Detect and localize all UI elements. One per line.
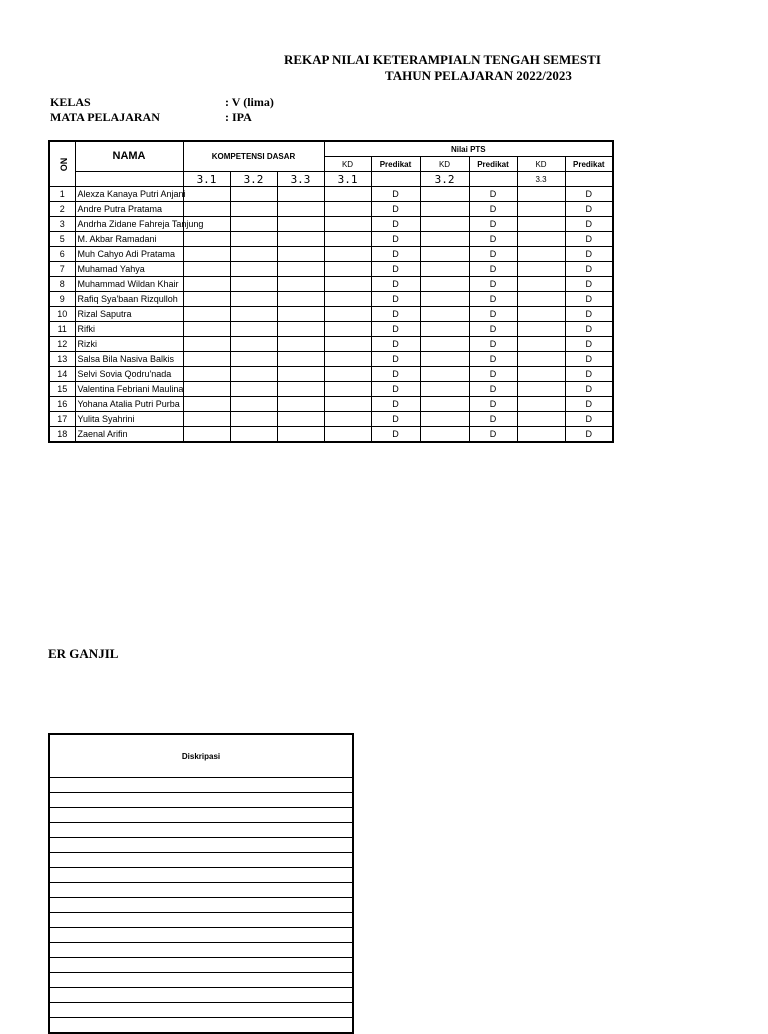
kd-3-1-cell: [183, 367, 230, 382]
pts-kd-cell: [324, 322, 371, 337]
kd-3-3-cell: [277, 307, 324, 322]
kd-3-1-cell: [183, 337, 230, 352]
kd-3-2-cell: [230, 382, 277, 397]
table-row: [49, 352, 613, 367]
pts-kd-cell: [324, 217, 371, 232]
kd-3-3-cell: [277, 337, 324, 352]
kd-3-3-cell: [277, 202, 324, 217]
kd-3-1-cell: [183, 277, 230, 292]
pts-kd-cell: [517, 202, 565, 217]
row-no: 10: [49, 307, 75, 322]
row-no: 6: [49, 247, 75, 262]
table-row: [49, 427, 613, 443]
table-row: [49, 397, 613, 412]
pts-kd-cell: [517, 367, 565, 382]
deskripsi-row: [49, 778, 353, 793]
pts-kd-cell: [324, 427, 371, 443]
predikat-cell: D: [565, 322, 613, 337]
row-no: 7: [49, 262, 75, 277]
pts-kd-cell: [517, 382, 565, 397]
kd-3-3-cell: [277, 277, 324, 292]
pts-kd-cell: [420, 292, 469, 307]
kd-3-2-cell: [230, 352, 277, 367]
deskripsi-row: [49, 943, 353, 958]
deskripsi-row: [49, 808, 353, 823]
school-year-title: TAHUN PELAJARAN 2022/2023: [385, 68, 572, 83]
pts-kd-cell: [420, 337, 469, 352]
predikat-cell: D: [565, 202, 613, 217]
predikat-cell: D: [469, 322, 517, 337]
kd-3-3-cell: [277, 412, 324, 427]
kd-3-2-cell: [230, 277, 277, 292]
pts-kd-cell: [324, 262, 371, 277]
kd-3-2-cell: [230, 337, 277, 352]
kd-3-3-cell: [277, 367, 324, 382]
student-name: Yulita Syahrini: [75, 412, 183, 427]
kd-3-1-cell: [183, 262, 230, 277]
kd-3-3-cell: [277, 232, 324, 247]
pts-kd-cell: [420, 397, 469, 412]
student-name: Selvi Sovia Qodru'nada: [75, 367, 183, 382]
col-no-header: NO: [49, 141, 75, 187]
kd-3-1-cell: [183, 187, 230, 202]
pts-kd-cell: [517, 427, 565, 443]
pts-kd-cell: [324, 412, 371, 427]
pts-kd-cell: [420, 262, 469, 277]
table-row: [49, 382, 613, 397]
kd-3-1-cell: [183, 397, 230, 412]
pts-kd-cell: [517, 277, 565, 292]
predikat-header: Predikat: [565, 157, 613, 172]
predikat-cell: D: [565, 262, 613, 277]
kd-3-3-cell: [277, 397, 324, 412]
predikat-cell: D: [565, 247, 613, 262]
student-name: Salsa Bila Nasiva Balkis: [75, 352, 183, 367]
predikat-header: Predikat: [371, 157, 420, 172]
kelas-value: : V (lima): [225, 95, 274, 109]
table-row: [49, 202, 613, 217]
kd-3-1-cell: [183, 412, 230, 427]
predikat-cell: D: [371, 427, 420, 443]
deskripsi-row: [49, 793, 353, 808]
student-name: Rizki: [75, 337, 183, 352]
predikat-cell: D: [469, 337, 517, 352]
student-name: Yohana Atalia Putri Purba: [75, 397, 183, 412]
deskripsi-row: [49, 958, 353, 973]
table-row: [49, 322, 613, 337]
deskripsi-row: [49, 988, 353, 1003]
mapel-value: : IPA: [225, 110, 252, 124]
predikat-cell: D: [469, 187, 517, 202]
pts-kd-cell: [517, 412, 565, 427]
pts-kd-3-1: 3.1: [324, 172, 371, 187]
predikat-cell: D: [469, 352, 517, 367]
kelas-label: KELAS: [50, 95, 91, 109]
predikat-cell: D: [469, 397, 517, 412]
predikat-cell: D: [469, 247, 517, 262]
pts-kd-cell: [420, 427, 469, 443]
predikat-cell: D: [565, 217, 613, 232]
predikat-cell: D: [565, 382, 613, 397]
col-nilai-pts-header: Nilai PTS: [324, 141, 613, 157]
kd-3-1-cell: [183, 202, 230, 217]
kd-3-2-cell: [230, 217, 277, 232]
predikat-cell: D: [469, 367, 517, 382]
deskripsi-row: [49, 928, 353, 943]
pts-kd-cell: [420, 247, 469, 262]
predikat-cell: D: [371, 262, 420, 277]
pts-predikat-blank: [469, 172, 517, 187]
deskripsi-row: [49, 1003, 353, 1018]
table-row: [49, 292, 613, 307]
pts-kd-cell: [420, 232, 469, 247]
pts-kd-cell: [517, 247, 565, 262]
row-no: 9: [49, 292, 75, 307]
nama-subheader: [75, 172, 183, 187]
kd-3-2-cell: [230, 427, 277, 443]
pts-kd-cell: [420, 352, 469, 367]
pts-kd-cell: [324, 337, 371, 352]
deskripsi-row: [49, 973, 353, 988]
pts-kd-3-3: 3.3: [517, 172, 565, 187]
kd-3-1-cell: [183, 382, 230, 397]
predikat-cell: D: [371, 382, 420, 397]
table-row: [49, 217, 613, 232]
student-name: Andrha Zidane Fahreja Tanjung: [75, 217, 183, 232]
grades-body: [49, 187, 613, 443]
pts-kd-cell: [420, 187, 469, 202]
pts-predikat-blank: [371, 172, 420, 187]
pts-kd-cell: [420, 367, 469, 382]
pts-kd-cell: [324, 202, 371, 217]
predikat-cell: D: [565, 277, 613, 292]
kd-3-2-cell: [230, 292, 277, 307]
predikat-cell: D: [371, 232, 420, 247]
pts-kd-cell: [324, 247, 371, 262]
pts-kd-cell: [324, 382, 371, 397]
pts-kd-cell: [517, 262, 565, 277]
deskripsi-row: [49, 838, 353, 853]
kd-3-1-cell: [183, 292, 230, 307]
row-no: 11: [49, 322, 75, 337]
row-no: 2: [49, 202, 75, 217]
kd-3-2-cell: [230, 397, 277, 412]
pts-kd-cell: [517, 337, 565, 352]
kd-3-2-cell: [230, 307, 277, 322]
table-row: [49, 337, 613, 352]
row-no: 5: [49, 232, 75, 247]
kd-3-2-cell: [230, 202, 277, 217]
kd-3-2-cell: [230, 322, 277, 337]
predikat-cell: D: [469, 382, 517, 397]
deskripsi-row: [49, 823, 353, 838]
row-no: 17: [49, 412, 75, 427]
student-name: Valentina Febriani Maulina: [75, 382, 183, 397]
table-row: [49, 412, 613, 427]
predikat-cell: D: [371, 412, 420, 427]
predikat-cell: D: [371, 322, 420, 337]
table-row: [49, 247, 613, 262]
pts-kd-cell: [420, 307, 469, 322]
table-row: [49, 367, 613, 382]
pts-kd-cell: [420, 277, 469, 292]
deskripsi-row: [49, 898, 353, 913]
predikat-cell: D: [469, 412, 517, 427]
kd-3-1-cell: [183, 322, 230, 337]
row-no: 15: [49, 382, 75, 397]
kd-3-3: 3.3: [277, 172, 324, 187]
kd-3-3-cell: [277, 187, 324, 202]
table-row: [49, 277, 613, 292]
kd-3-3-cell: [277, 262, 324, 277]
deskripsi-header: Diskripasi: [49, 734, 353, 778]
deskripsi-row: [49, 1018, 353, 1034]
pts-kd-cell: [420, 202, 469, 217]
row-no: 18: [49, 427, 75, 443]
kd-3-2: 3.2: [230, 172, 277, 187]
pts-kd-cell: [517, 232, 565, 247]
kd-3-3-cell: [277, 217, 324, 232]
student-name: Rifki: [75, 322, 183, 337]
predikat-cell: D: [371, 202, 420, 217]
predikat-cell: D: [565, 337, 613, 352]
deskripsi-table: [48, 733, 354, 1034]
student-name: Muh Cahyo Adi Pratama: [75, 247, 183, 262]
pts-kd-cell: [517, 307, 565, 322]
kd-3-1-cell: [183, 352, 230, 367]
pts-kd-3-2: 3.2: [420, 172, 469, 187]
pts-kd-cell: [324, 277, 371, 292]
pts-kd-cell: [324, 367, 371, 382]
predikat-cell: D: [565, 397, 613, 412]
predikat-cell: D: [371, 217, 420, 232]
mapel-label: MATA PELAJARAN: [50, 110, 160, 124]
kd-3-3-cell: [277, 352, 324, 367]
pts-kd-cell: [517, 322, 565, 337]
row-no: 13: [49, 352, 75, 367]
kd-3-3-cell: [277, 427, 324, 443]
predikat-cell: D: [469, 277, 517, 292]
predikat-header: Predikat: [469, 157, 517, 172]
student-name: Muhammad Wildan Khair: [75, 277, 183, 292]
pts-kd-cell: [517, 187, 565, 202]
deskripsi-row: [49, 868, 353, 883]
student-name: Alexza Kanaya Putri Anjani: [75, 187, 183, 202]
student-name: M. Akbar Ramadani: [75, 232, 183, 247]
predikat-cell: D: [371, 367, 420, 382]
kd-header: KD: [420, 157, 469, 172]
predikat-cell: D: [469, 292, 517, 307]
predikat-cell: D: [469, 427, 517, 443]
kd-3-1-cell: [183, 307, 230, 322]
kd-3-3-cell: [277, 247, 324, 262]
predikat-cell: D: [469, 202, 517, 217]
kd-header: KD: [517, 157, 565, 172]
predikat-cell: D: [469, 262, 517, 277]
predikat-cell: D: [565, 187, 613, 202]
pts-kd-cell: [420, 412, 469, 427]
pts-kd-cell: [420, 217, 469, 232]
predikat-cell: D: [565, 232, 613, 247]
kd-3-1-cell: [183, 247, 230, 262]
kd-header: KD: [324, 157, 371, 172]
table-row: [49, 307, 613, 322]
kd-3-2-cell: [230, 247, 277, 262]
predikat-cell: D: [371, 307, 420, 322]
kd-3-2-cell: [230, 367, 277, 382]
pts-kd-cell: [324, 232, 371, 247]
pts-predikat-blank: [565, 172, 613, 187]
pts-kd-cell: [324, 307, 371, 322]
predikat-cell: D: [371, 337, 420, 352]
row-no: 14: [49, 367, 75, 382]
pts-kd-cell: [324, 187, 371, 202]
predikat-cell: D: [565, 292, 613, 307]
kd-3-3-cell: [277, 322, 324, 337]
table-row: [49, 262, 613, 277]
pts-kd-cell: [517, 397, 565, 412]
kd-3-1-cell: [183, 232, 230, 247]
predikat-cell: D: [469, 307, 517, 322]
predikat-cell: D: [371, 292, 420, 307]
pts-kd-cell: [517, 217, 565, 232]
predikat-cell: D: [565, 307, 613, 322]
row-no: 3: [49, 217, 75, 232]
student-name: Rizal Saputra: [75, 307, 183, 322]
predikat-cell: D: [371, 247, 420, 262]
semester-title: ER GANJIL: [48, 646, 119, 661]
predikat-cell: D: [565, 412, 613, 427]
grades-table: [48, 140, 614, 443]
predikat-cell: D: [371, 277, 420, 292]
kd-3-2-cell: [230, 262, 277, 277]
report-title: REKAP NILAI KETERAMPIALN TENGAH SEMESTI: [284, 52, 601, 67]
row-no: 12: [49, 337, 75, 352]
kd-3-2-cell: [230, 187, 277, 202]
pts-kd-cell: [420, 322, 469, 337]
predikat-cell: D: [371, 187, 420, 202]
deskripsi-row: [49, 913, 353, 928]
table-row: [49, 187, 613, 202]
row-no: 8: [49, 277, 75, 292]
predikat-cell: D: [469, 232, 517, 247]
student-name: Rafiq Sya'baan Rizqulloh: [75, 292, 183, 307]
col-nama-header: NAMA: [75, 141, 183, 172]
pts-kd-cell: [324, 352, 371, 367]
student-name: Andre Putra Pratama: [75, 202, 183, 217]
kd-3-2-cell: [230, 412, 277, 427]
predikat-cell: D: [565, 367, 613, 382]
deskripsi-row: [49, 853, 353, 868]
row-no: 1: [49, 187, 75, 202]
kd-3-3-cell: [277, 382, 324, 397]
student-name: Zaenal Arifin: [75, 427, 183, 443]
pts-kd-cell: [420, 382, 469, 397]
predikat-cell: D: [371, 352, 420, 367]
predikat-cell: D: [371, 397, 420, 412]
col-kompetensi-header: KOMPETENSI DASAR: [183, 141, 324, 172]
kd-3-1-cell: [183, 427, 230, 443]
pts-kd-cell: [517, 352, 565, 367]
predikat-cell: D: [469, 217, 517, 232]
pts-kd-cell: [517, 292, 565, 307]
student-name: Muhamad Yahya: [75, 262, 183, 277]
kd-3-1: 3.1: [183, 172, 230, 187]
predikat-cell: D: [565, 352, 613, 367]
kd-3-2-cell: [230, 232, 277, 247]
predikat-cell: D: [565, 427, 613, 443]
deskripsi-row: [49, 883, 353, 898]
row-no: 16: [49, 397, 75, 412]
table-row: [49, 232, 613, 247]
kd-3-3-cell: [277, 292, 324, 307]
pts-kd-cell: [324, 292, 371, 307]
pts-kd-cell: [324, 397, 371, 412]
